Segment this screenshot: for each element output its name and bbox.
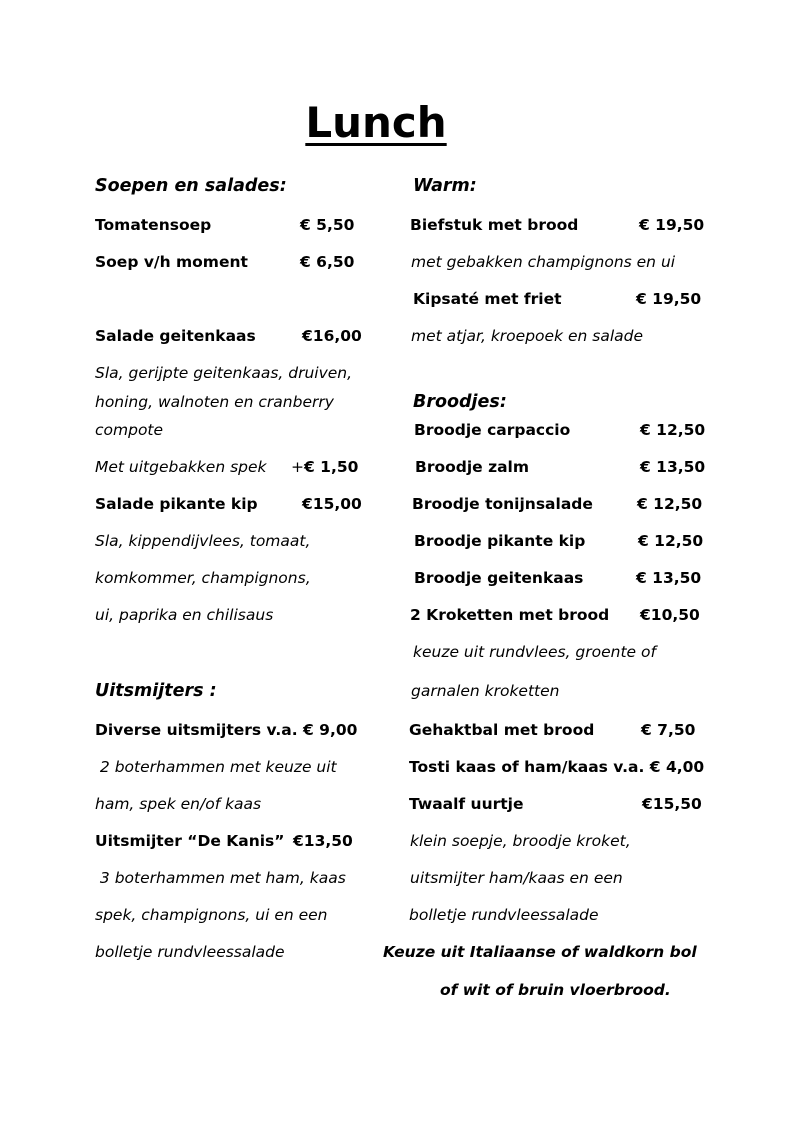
item-price: € 6,50 — [300, 253, 355, 271]
heading-soepen-salades: Soepen en salades: — [95, 176, 287, 196]
item-description: honing, walnoten en cranberry — [95, 393, 334, 411]
item-name: Twaalf uurtje — [409, 795, 524, 813]
item-price: € 12,50 — [638, 532, 704, 550]
heading-broodjes: Broodjes: — [413, 392, 507, 412]
item-name: Broodje geitenkaas — [414, 569, 584, 587]
item-description: 3 boterhammen met ham, kaas — [95, 869, 346, 887]
item-description: klein soepje, broodje kroket, — [410, 832, 631, 850]
item-description: bolletje rundvleessalade — [95, 943, 285, 961]
item-name: Tomatensoep — [95, 216, 212, 234]
item-price: € 13,50 — [640, 458, 706, 476]
item-price: € 13,50 — [636, 569, 702, 587]
item-name: Biefstuk met brood — [410, 216, 579, 234]
item-price: €16,00 — [302, 327, 362, 345]
item-price: € 19,50 — [636, 290, 702, 308]
item-name: 2 Kroketten met brood — [410, 606, 610, 624]
item-description: bolletje rundvleessalade — [409, 906, 599, 924]
item-price: € 12,50 — [637, 495, 703, 513]
item-description: spek, champignons, ui en een — [95, 906, 328, 924]
item-price: € 12,50 — [640, 421, 706, 439]
item-price: €15,50 — [642, 795, 702, 813]
page-title: Lunch — [305, 98, 447, 147]
item-name: Gehaktbal met brood — [409, 721, 595, 739]
item-price: € 19,50 — [639, 216, 705, 234]
item-name: Broodje pikante kip — [414, 532, 586, 550]
bread-choice-note: of wit of bruin vloerbrood. — [440, 981, 671, 999]
item-price: € 1,50 — [304, 458, 359, 476]
item-price: € 5,50 — [300, 216, 355, 234]
item-price: €13,50 — [293, 832, 353, 850]
item-description: keuze uit rundvlees, groente of — [413, 643, 656, 661]
item-name: Broodje zalm — [415, 458, 530, 476]
item-description: Sla, gerijpte geitenkaas, druiven, — [95, 364, 353, 382]
item-description: met gebakken champignons en ui — [411, 253, 676, 271]
item-name: Uitsmijter “De Kanis” — [95, 832, 285, 850]
item-description: ui, paprika en chilisaus — [95, 606, 274, 624]
item-name: Kipsaté met friet — [413, 290, 562, 308]
item-description: ham, spek en/of kaas — [95, 795, 262, 813]
item-name: Diverse uitsmijters v.a. € 9,00 — [95, 721, 358, 739]
item-extra: Met uitgebakken spek — [95, 458, 267, 476]
item-price: €15,00 — [302, 495, 362, 513]
bread-choice-note: Keuze uit Italiaanse of waldkorn bol — [383, 943, 697, 961]
item-name: Salade geitenkaas — [95, 327, 256, 345]
price-prefix: + — [291, 458, 304, 476]
item-description: compote — [95, 421, 164, 439]
heading-uitsmijters: Uitsmijters : — [95, 681, 217, 701]
item-description: uitsmijter ham/kaas en een — [410, 869, 623, 887]
item-description: Sla, kippendijvlees, tomaat, — [95, 532, 311, 550]
item-name: Tosti kaas of ham/kaas v.a. € 4,00 — [409, 758, 705, 776]
item-name: Broodje tonijnsalade — [412, 495, 593, 513]
item-description: 2 boterhammen met keuze uit — [95, 758, 337, 776]
item-name: Salade pikante kip — [95, 495, 258, 513]
item-description: met atjar, kroepoek en salade — [411, 327, 643, 345]
item-price: €10,50 — [640, 606, 700, 624]
item-name: Soep v/h moment — [95, 253, 248, 271]
item-name: Broodje carpaccio — [414, 421, 571, 439]
item-price: € 7,50 — [641, 721, 696, 739]
item-description: garnalen kroketten — [411, 682, 560, 700]
item-description: komkommer, champignons, — [95, 569, 311, 587]
heading-warm: Warm: — [413, 176, 477, 196]
